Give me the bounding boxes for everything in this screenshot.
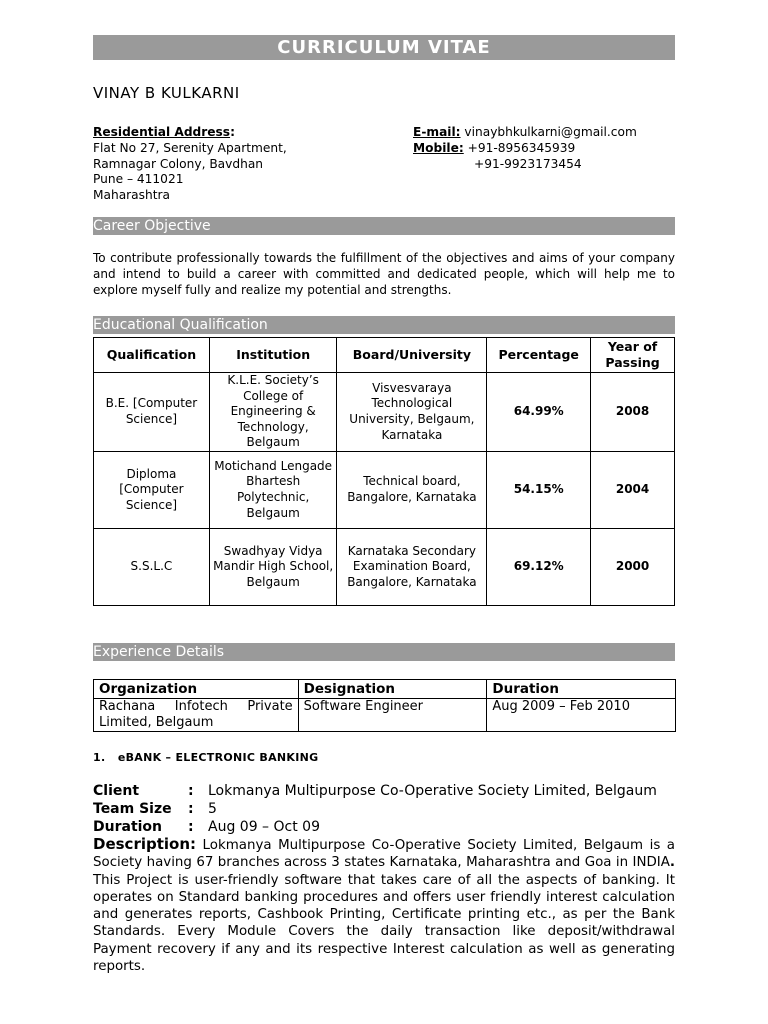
- board-cell: Technical board, Bangalore, Karnataka: [337, 451, 487, 528]
- education-header-row: [94, 338, 675, 373]
- experience-table: [93, 679, 676, 732]
- percentage-cell: 64.99%: [487, 373, 591, 452]
- education-header-qualification: Qualification: [94, 338, 210, 373]
- year-cell: 2004: [591, 451, 675, 528]
- client-value: Lokmanya Multipurpose Co-Operative Society Limited, Belgaum: [208, 783, 657, 799]
- qualification-cell: Diploma [Computer Science]: [94, 451, 210, 528]
- duration-cell: Aug 2009 – Feb 2010: [487, 699, 676, 732]
- description-period: .: [669, 855, 675, 871]
- education-heading: Educational Qualification: [93, 316, 675, 334]
- experience-header-organization: Organization: [94, 680, 299, 699]
- table-row: [94, 699, 676, 732]
- organization-cell: Rachana Infotech Private Limited, Belgaum: [94, 699, 299, 732]
- board-cell: Karnataka Secondary Examination Board, Bangalore, Karnataka: [337, 528, 487, 605]
- description-text-1: Lokmanya Multipurpose Co-Operative Society Limited, Belgaum is a Society having 67 branches across 3 states Karnataka, Maharashtra and Goa in INDIA: [93, 838, 676, 871]
- project-description: [93, 836, 675, 975]
- address-label: Residential Address: [93, 125, 231, 139]
- address-label-colon: :: [230, 125, 235, 139]
- experience-heading: Experience Details: [93, 643, 675, 661]
- description-text-2: This Project is user-friendly software that takes care of all the aspects of banking. It operates on Standard banking procedures and offers user friendly interest calculation and generates reports, Cashbook Printing, Certificate printing etc., as per the Bank Standards. Every Module Covers the daily transaction like deposit/withdrawal Payment recovery if any and its respective Interest calculation as well as generating reports.: [93, 872, 675, 975]
- contact-block: [413, 125, 637, 172]
- designation-cell: Software Engineer: [298, 699, 487, 732]
- experience-header-duration: Duration: [487, 680, 676, 699]
- project-duration-row: [93, 818, 320, 836]
- description-label: Description:: [93, 835, 197, 853]
- education-header-percentage: Percentage: [487, 338, 591, 373]
- table-row: [94, 373, 675, 452]
- year-cell: 2008: [591, 373, 675, 452]
- mobile-line-2: [413, 157, 637, 173]
- education-table: [93, 337, 675, 606]
- year-cell: 2000: [591, 528, 675, 605]
- board-cell: Visvesvaraya Technological University, Belgaum, Karnataka: [337, 373, 487, 452]
- duration-label: Duration: [93, 819, 163, 835]
- table-row: [94, 451, 675, 528]
- mobile-value-1: +91-8956345939: [467, 140, 576, 155]
- address-line-1: Flat No 27, Serenity Apartment,: [93, 140, 287, 155]
- email-line: [413, 125, 637, 141]
- email-value[interactable]: vinaybhkulkarni@gmail.com: [464, 125, 637, 139]
- qualification-cell: B.E. [Computer Science]: [94, 373, 210, 452]
- experience-header-row: [94, 680, 676, 699]
- education-header-institution: Institution: [209, 338, 337, 373]
- institution-cell: K.L.E. Society’s College of Engineering & Technology, Belgaum: [209, 373, 337, 452]
- project-team-row: [93, 800, 217, 818]
- client-label: Client: [93, 783, 140, 799]
- education-header-board: Board/University: [337, 338, 487, 373]
- percentage-cell: 69.12%: [487, 528, 591, 605]
- career-objective-text: To contribute professionally towards the fulfillment of the objectives and aims of your company and intend to build a career with committed and dedicated people, which will help me to explore myself fully and realize my potential and strengths.: [93, 251, 675, 297]
- table-row: [94, 528, 675, 605]
- address-line-3: Pune – 411021: [93, 172, 184, 187]
- candidate-name: VINAY B KULKARNI: [93, 84, 240, 102]
- document-title: CURRICULUM VITAE: [93, 35, 675, 60]
- institution-cell: Motichand Lengade Bhartesh Polytechnic, Belgaum: [209, 451, 337, 528]
- team-size-value: 5: [208, 801, 217, 817]
- mobile-label: Mobile:: [413, 140, 464, 155]
- duration-value: Aug 09 – Oct 09: [208, 819, 320, 835]
- education-header-year: Year of Passing: [591, 338, 675, 373]
- institution-cell: Swadhyay Vidya Mandir High School, Belgaum: [209, 528, 337, 605]
- project-heading: 1. eBANK – ELECTRONIC BANKING: [93, 751, 319, 764]
- career-objective-heading: Career Objective: [93, 217, 675, 235]
- team-size-colon: :: [188, 801, 194, 817]
- address-line-2: Ramnagar Colony, Bavdhan: [93, 156, 264, 171]
- project-client-row: [93, 782, 657, 800]
- email-label: E-mail:: [413, 125, 461, 139]
- address-label-line: [93, 125, 287, 141]
- address-line-4: Maharashtra: [93, 188, 170, 203]
- client-colon: :: [188, 783, 194, 799]
- residential-address-block: [93, 125, 287, 204]
- mobile-value-2: +91-9923173454: [474, 156, 582, 171]
- mobile-line: [413, 141, 637, 157]
- percentage-cell: 54.15%: [487, 451, 591, 528]
- team-size-label: Team Size: [93, 801, 172, 817]
- experience-header-designation: Designation: [298, 680, 487, 699]
- duration-colon: :: [188, 819, 194, 835]
- qualification-cell: S.S.L.C: [94, 528, 210, 605]
